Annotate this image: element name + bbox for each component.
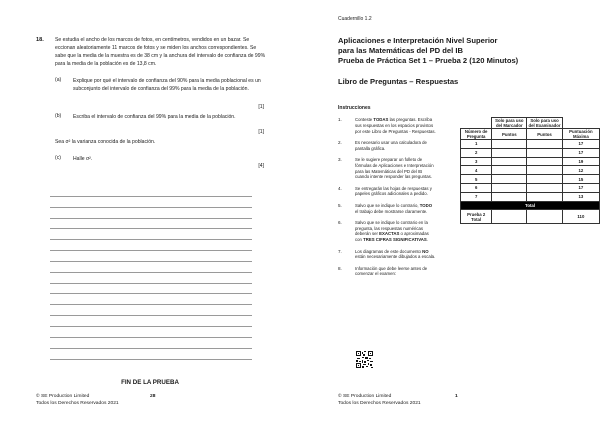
marker-total-cell[interactable] xyxy=(492,210,527,224)
marker-points-cell[interactable] xyxy=(492,183,527,192)
variance-note: Sea σ² la varianza conocida de la población. xyxy=(55,139,156,145)
right-page xyxy=(300,0,600,424)
score-table xyxy=(460,117,600,224)
answer-line[interactable] xyxy=(50,219,252,230)
examiner-points-cell[interactable] xyxy=(527,166,562,175)
examiner-points-cell[interactable] xyxy=(527,140,562,149)
table-row: 3 19 xyxy=(461,157,600,166)
instructions-heading: Instrucciones xyxy=(338,105,371,111)
examiner-points-cell[interactable] xyxy=(527,175,562,184)
page-number: 28 xyxy=(150,394,156,399)
answer-line[interactable] xyxy=(50,273,252,284)
marker-points-cell[interactable] xyxy=(492,192,527,201)
answer-line[interactable] xyxy=(50,284,252,295)
marker-points-cell[interactable] xyxy=(492,166,527,175)
marker-points-cell[interactable] xyxy=(492,157,527,166)
answer-line[interactable] xyxy=(50,208,252,219)
examiner-points-cell[interactable] xyxy=(527,183,562,192)
answer-line[interactable] xyxy=(50,305,252,316)
marker-points-cell[interactable] xyxy=(492,148,527,157)
part-a-marks: [1] xyxy=(258,104,264,110)
title-line-1: Aplicaciones e Interpretación Nivel Superior xyxy=(338,36,498,45)
marker-points-cell[interactable] xyxy=(492,140,527,149)
part-c-marks: [4] xyxy=(258,163,264,169)
instruction-item: 5. Salvo que se indique lo contrario, TODO el trabajo debe mostrarse claramente. xyxy=(338,202,433,214)
examiner-points-cell[interactable] xyxy=(527,157,562,166)
question-number-header: Número de Pregunta xyxy=(461,129,492,140)
end-of-exam-label: FIN DE LA PRUEBA xyxy=(121,379,179,386)
table-row: 2 17 xyxy=(461,148,600,157)
copyright-line: © SE Production Limited xyxy=(36,394,90,399)
marker-points-cell[interactable] xyxy=(492,175,527,184)
copyright-line: © SE Production Limited xyxy=(338,394,392,399)
examiner-points-cell[interactable] xyxy=(527,192,562,201)
page-number: 1 xyxy=(455,394,458,399)
answer-line[interactable] xyxy=(50,294,252,305)
rights-line: Todos los Derechos Reservados 2021 xyxy=(338,400,421,406)
table-row: 5 15 xyxy=(461,175,600,184)
part-b-letter: (b) xyxy=(55,113,62,119)
title-line-3: Prueba de Práctica Set 1 – Prueba 2 (120 Minutos) xyxy=(338,56,519,66)
left-footer xyxy=(36,394,119,407)
answer-line[interactable] xyxy=(50,240,252,251)
part-b-marks: [1] xyxy=(258,129,264,135)
table-row: 7 13 xyxy=(461,192,600,201)
examiner-total-cell[interactable] xyxy=(527,210,562,224)
question-number: 18. xyxy=(36,37,44,43)
answer-line[interactable] xyxy=(50,229,252,240)
marker-points-header: Puntos xyxy=(492,129,527,140)
instruction-item: 1. Conteste TODAS las preguntas. Escriba sus respuestas en los espacios provistos por este Libro de Preguntas - Respuestas. xyxy=(338,117,436,134)
examiner-points-header: Puntos xyxy=(527,129,562,140)
answer-line[interactable] xyxy=(50,327,252,338)
total-label: Total xyxy=(461,201,600,210)
table-row: 4 12 xyxy=(461,166,600,175)
instruction-item: 7. Los diagramas de este documento NO están necesariamente dibujados a escala. xyxy=(338,248,436,260)
instruction-item: 4. Se entregarán las hojas de respuestas y papeles gráficos adicionales a pedido. xyxy=(338,185,432,197)
examiner-header: Solo para uso del Examinador xyxy=(528,118,561,128)
table-row: 1 17 xyxy=(461,140,600,149)
answer-line[interactable] xyxy=(50,186,252,197)
part-a-text: Explique por qué el intervalo de confianza del 90% para la media poblacional es un subconjunto del intervalo de confianza del 99% para la media de la población. xyxy=(73,78,261,93)
instruction-item: 6. Salvo que se indique lo contrario en la pregunta, las respuestas numéricas deberán ser EXACTAS o aproximadas con TRES CIFRAS SIGNIFICATIVAS. xyxy=(338,219,429,243)
rights-line: Todos los Derechos Reservados 2021 xyxy=(36,400,119,406)
table-row: 6 17 xyxy=(461,183,600,192)
marker-header: Solo para uso del Marcador xyxy=(492,118,527,129)
answer-line[interactable] xyxy=(50,349,252,360)
title-line-2: para las Matemáticas del PD del IB xyxy=(338,46,463,56)
booklet-code: Cuadernillo 1.2 xyxy=(338,16,372,22)
answer-line[interactable] xyxy=(50,316,252,327)
total-row xyxy=(461,201,600,210)
grand-total-label: Prueba 2 Total xyxy=(461,210,492,224)
main-title xyxy=(338,36,578,67)
examiner-points-cell[interactable] xyxy=(527,148,562,157)
instruction-item: 2. Es necesario usar una calculadora de pantalla gráfica. xyxy=(338,139,427,151)
answer-line[interactable] xyxy=(50,197,252,208)
part-c-text: Halle σ². xyxy=(73,156,93,162)
qr-code-icon xyxy=(356,351,373,368)
right-footer xyxy=(338,394,421,407)
instructions-list xyxy=(338,117,436,283)
grand-total-row xyxy=(461,210,600,224)
answer-line[interactable] xyxy=(50,338,252,349)
instruction-item: 3. Se le sugiere preparar un folleto de fórmulas de Aplicaciones e Interpretación para las Matemáticas del PD del IB cuando intente responder las preguntas. xyxy=(338,156,434,180)
part-b-text: Escriba el intervalo de confianza del 99% para la media de la población. xyxy=(73,114,236,120)
max-score-header: Puntuación Máxima xyxy=(562,129,599,140)
instruction-item: 8. Información que debe leerse antes de comenzar el examen: xyxy=(338,265,428,277)
answer-line[interactable] xyxy=(50,262,252,273)
part-a-letter: (a) xyxy=(55,77,62,83)
answer-lines[interactable] xyxy=(50,186,252,360)
part-c-letter: (c) xyxy=(55,155,61,161)
grand-total-max: 110 xyxy=(562,210,599,224)
subtitle: Libro de Preguntas – Respuestas xyxy=(338,77,459,86)
answer-line[interactable] xyxy=(50,251,252,262)
question-intro: Se estudia el ancho de los marcos de fotos, en centímetros, vendidos en un bazar. Se eccionan aleatoriamente 11 marcos de fotos y se miden los anchos correspondientes. Se sabe que la media de la muestra es de 38 cm y la anchura del intervalo de confianza de 99% para la media de la población es de 13,8 cm. xyxy=(55,37,266,68)
